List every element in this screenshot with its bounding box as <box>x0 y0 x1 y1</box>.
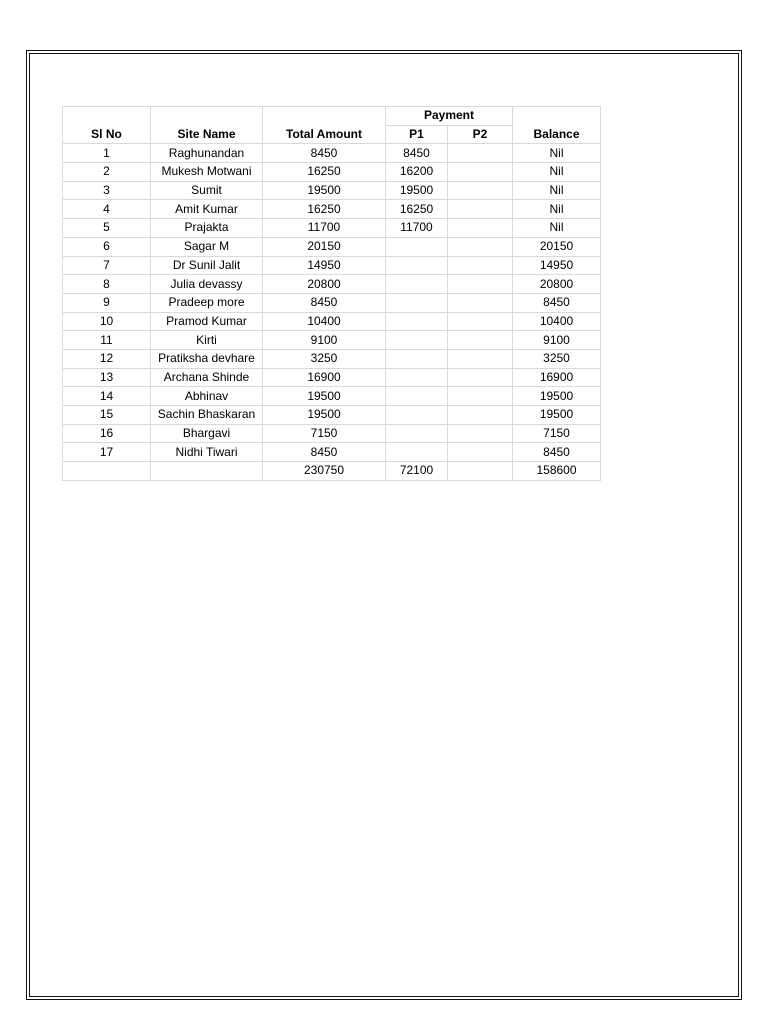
header-blank-sl <box>63 107 151 126</box>
cell-sl-no: 14 <box>63 387 151 406</box>
cell-total-amount: 3250 <box>263 349 386 368</box>
header-sl-no: Sl No <box>63 125 151 144</box>
cell-p1: 16250 <box>386 200 448 219</box>
cell-p1 <box>386 237 448 256</box>
totals-total-amount: 230750 <box>263 462 386 481</box>
cell-p2 <box>448 293 513 312</box>
header-row <box>63 125 601 144</box>
cell-balance: 19500 <box>513 406 601 425</box>
header-payment: Payment <box>386 107 513 126</box>
cell-sl-no: 4 <box>63 200 151 219</box>
cell-p1 <box>386 443 448 462</box>
cell-p1 <box>386 406 448 425</box>
cell-balance: Nil <box>513 163 601 182</box>
cell-p1 <box>386 368 448 387</box>
cell-sl-no: 8 <box>63 275 151 294</box>
cell-p1 <box>386 424 448 443</box>
cell-total-amount: 16250 <box>263 200 386 219</box>
cell-sl-no: 5 <box>63 219 151 238</box>
cell-total-amount: 8450 <box>263 293 386 312</box>
cell-sl-no: 17 <box>63 443 151 462</box>
cell-sl-no: 12 <box>63 349 151 368</box>
cell-p1 <box>386 275 448 294</box>
cell-site-name: Archana Shinde <box>151 368 263 387</box>
cell-p1 <box>386 293 448 312</box>
totals-row <box>63 462 601 481</box>
header-blank-balance <box>513 107 601 126</box>
table-row <box>63 275 601 294</box>
totals-blank-site <box>151 462 263 481</box>
cell-balance: 19500 <box>513 387 601 406</box>
cell-balance: Nil <box>513 181 601 200</box>
cell-balance: 14950 <box>513 256 601 275</box>
cell-site-name: Julia devassy <box>151 275 263 294</box>
cell-site-name: Pratiksha devhare <box>151 349 263 368</box>
cell-balance: 3250 <box>513 349 601 368</box>
table-row <box>63 293 601 312</box>
cell-site-name: Sagar M <box>151 237 263 256</box>
cell-total-amount: 19500 <box>263 181 386 200</box>
cell-balance: 20150 <box>513 237 601 256</box>
cell-p2 <box>448 349 513 368</box>
cell-site-name: Raghunandan <box>151 144 263 163</box>
cell-site-name: Abhinav <box>151 387 263 406</box>
totals-p2 <box>448 462 513 481</box>
cell-total-amount: 16250 <box>263 163 386 182</box>
cell-total-amount: 19500 <box>263 406 386 425</box>
table-row <box>63 219 601 238</box>
cell-sl-no: 2 <box>63 163 151 182</box>
cell-site-name: Bhargavi <box>151 424 263 443</box>
cell-total-amount: 14950 <box>263 256 386 275</box>
cell-p1: 8450 <box>386 144 448 163</box>
cell-p2 <box>448 331 513 350</box>
cell-p2 <box>448 368 513 387</box>
cell-site-name: Prajakta <box>151 219 263 238</box>
cell-sl-no: 6 <box>63 237 151 256</box>
cell-sl-no: 15 <box>63 406 151 425</box>
cell-site-name: Pramod Kumar <box>151 312 263 331</box>
payment-table <box>62 106 601 481</box>
table-row <box>63 406 601 425</box>
cell-balance: 10400 <box>513 312 601 331</box>
cell-total-amount: 8450 <box>263 144 386 163</box>
cell-sl-no: 11 <box>63 331 151 350</box>
table-row <box>63 349 601 368</box>
cell-p2 <box>448 424 513 443</box>
cell-sl-no: 1 <box>63 144 151 163</box>
cell-total-amount: 8450 <box>263 443 386 462</box>
cell-p2 <box>448 219 513 238</box>
cell-p1 <box>386 256 448 275</box>
cell-site-name: Sumit <box>151 181 263 200</box>
cell-site-name: Nidhi Tiwari <box>151 443 263 462</box>
cell-balance: Nil <box>513 144 601 163</box>
cell-site-name: Pradeep more <box>151 293 263 312</box>
header-row-top <box>63 107 601 126</box>
cell-p2 <box>448 387 513 406</box>
cell-p2 <box>448 275 513 294</box>
cell-p2 <box>448 256 513 275</box>
cell-site-name: Sachin Bhaskaran <box>151 406 263 425</box>
cell-sl-no: 13 <box>63 368 151 387</box>
cell-p2 <box>448 181 513 200</box>
cell-sl-no: 7 <box>63 256 151 275</box>
cell-sl-no: 9 <box>63 293 151 312</box>
table-row <box>63 256 601 275</box>
header-balance: Balance <box>513 125 601 144</box>
header-p1: P1 <box>386 125 448 144</box>
cell-balance: 9100 <box>513 331 601 350</box>
cell-p1: 11700 <box>386 219 448 238</box>
cell-total-amount: 20150 <box>263 237 386 256</box>
cell-balance: Nil <box>513 200 601 219</box>
table-row <box>63 312 601 331</box>
header-p2: P2 <box>448 125 513 144</box>
cell-balance: 8450 <box>513 293 601 312</box>
cell-balance: Nil <box>513 219 601 238</box>
header-site-name: Site Name <box>151 125 263 144</box>
cell-balance: 20800 <box>513 275 601 294</box>
table-row <box>63 237 601 256</box>
header-blank-total <box>263 107 386 126</box>
table-row <box>63 181 601 200</box>
cell-p1 <box>386 331 448 350</box>
header-blank-site <box>151 107 263 126</box>
table-row <box>63 443 601 462</box>
cell-balance: 16900 <box>513 368 601 387</box>
totals-balance: 158600 <box>513 462 601 481</box>
cell-sl-no: 3 <box>63 181 151 200</box>
cell-p2 <box>448 200 513 219</box>
cell-p1: 16200 <box>386 163 448 182</box>
table-row <box>63 144 601 163</box>
table-row <box>63 331 601 350</box>
cell-p2 <box>448 237 513 256</box>
cell-total-amount: 11700 <box>263 219 386 238</box>
cell-total-amount: 9100 <box>263 331 386 350</box>
cell-sl-no: 16 <box>63 424 151 443</box>
cell-total-amount: 10400 <box>263 312 386 331</box>
cell-site-name: Mukesh Motwani <box>151 163 263 182</box>
table-row <box>63 424 601 443</box>
table-row <box>63 163 601 182</box>
table-row <box>63 387 601 406</box>
cell-balance: 8450 <box>513 443 601 462</box>
table-body <box>63 144 601 462</box>
cell-balance: 7150 <box>513 424 601 443</box>
table-row <box>63 200 601 219</box>
table-row <box>63 368 601 387</box>
cell-total-amount: 7150 <box>263 424 386 443</box>
totals-blank-sl <box>63 462 151 481</box>
cell-p2 <box>448 443 513 462</box>
cell-p1 <box>386 349 448 368</box>
cell-p2 <box>448 312 513 331</box>
cell-p1 <box>386 312 448 331</box>
totals-p1: 72100 <box>386 462 448 481</box>
cell-p2 <box>448 406 513 425</box>
cell-site-name: Dr Sunil Jalit <box>151 256 263 275</box>
cell-sl-no: 10 <box>63 312 151 331</box>
cell-total-amount: 16900 <box>263 368 386 387</box>
cell-site-name: Kirti <box>151 331 263 350</box>
cell-p2 <box>448 144 513 163</box>
cell-p1: 19500 <box>386 181 448 200</box>
header-total-amount: Total Amount <box>263 125 386 144</box>
cell-site-name: Amit Kumar <box>151 200 263 219</box>
cell-p1 <box>386 387 448 406</box>
cell-p2 <box>448 163 513 182</box>
cell-total-amount: 20800 <box>263 275 386 294</box>
cell-total-amount: 19500 <box>263 387 386 406</box>
